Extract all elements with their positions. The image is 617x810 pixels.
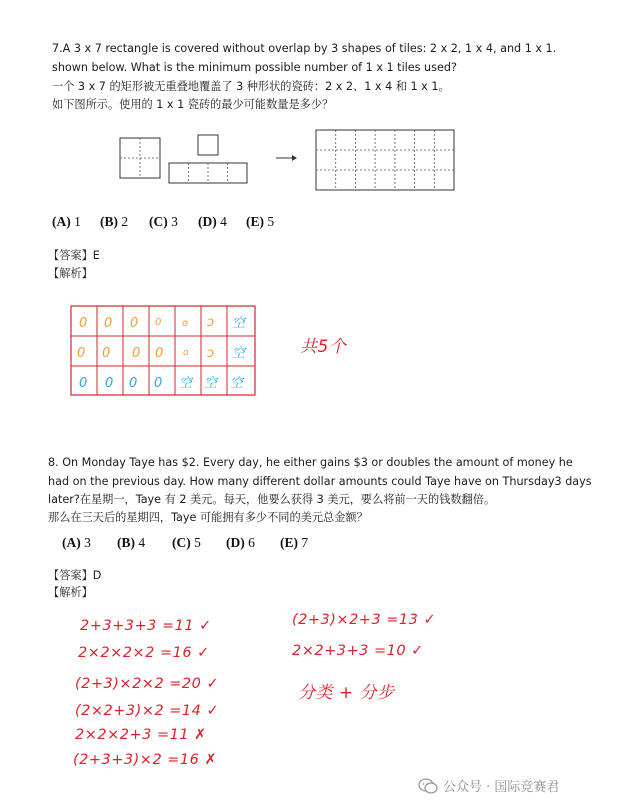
q8-work-left-4: (2×2+3)×2 =14 ✓ bbox=[75, 703, 220, 719]
q8-option-b: (B) 4 bbox=[117, 535, 146, 550]
arrow-right-icon bbox=[276, 155, 297, 161]
svg-text:0: 0 bbox=[132, 346, 141, 361]
q8-analysis-label: 【解析】 bbox=[48, 586, 93, 599]
q8-option-e: (E) 7 bbox=[280, 535, 309, 550]
svg-text:空: 空 bbox=[204, 376, 218, 391]
svg-text:0: 0 bbox=[155, 346, 164, 361]
q7-text-line1: 7.A 3 x 7 rectangle is covered without overlap by 3 shapes of tiles: 2 x 2, 1 x 4, and 1 x 1. bbox=[52, 42, 557, 55]
q7-option-d: (D) 4 bbox=[198, 214, 227, 229]
q7-solution-grid bbox=[70, 305, 258, 397]
q8-work-right-1: (2+3)×2+3 =13 ✓ bbox=[292, 612, 437, 628]
q7-option-c: (C) 3 bbox=[149, 214, 178, 229]
tile-1x1 bbox=[198, 135, 218, 155]
q8-work-left-1: 2+3+3+3 =11 ✓ bbox=[80, 618, 212, 634]
svg-text:ɔ: ɔ bbox=[207, 346, 215, 361]
svg-text:空: 空 bbox=[230, 376, 244, 391]
q7-text-line4: 如下图所示。使用的 1 x 1 瓷砖的最少可能数量是多少？ bbox=[52, 98, 334, 111]
q7-option-b: (B) 2 bbox=[100, 214, 129, 229]
q7-option-e: (E) 5 bbox=[246, 214, 275, 229]
q8-text-line2: had on the previous day. How many different dollar amounts could Taye have on Thursday3 days bbox=[48, 475, 592, 488]
svg-text:0: 0 bbox=[130, 316, 139, 331]
q7-analysis-label: 【解析】 bbox=[48, 267, 93, 280]
q8-work-left-6: (2+3+3)×2 =16 ✗ bbox=[73, 752, 218, 768]
q8-text-line1: 8. On Monday Taye has $2. Every day, he either gains $3 or doubles the amount of money he bbox=[48, 456, 573, 469]
svg-text:0: 0 bbox=[154, 376, 163, 391]
q8-work-left-5: 2×2×2+3 =11 ✗ bbox=[75, 727, 207, 743]
q7-text-line3: 一个 3 x 7 的矩形被无重叠地覆盖了 3 种形状的瓷砖：2 x 2、1 x 4 和 1 x 1。 bbox=[52, 80, 450, 93]
svg-text:o: o bbox=[183, 348, 189, 358]
svg-text:o: o bbox=[182, 318, 189, 329]
svg-text:ɔ: ɔ bbox=[207, 315, 215, 330]
q7-answer: 【答案】E bbox=[48, 249, 100, 262]
q7-option-a: (A) 1 bbox=[52, 214, 81, 229]
q7-tiles-diagram bbox=[110, 128, 470, 194]
q8-answer: 【答案】D bbox=[48, 569, 102, 582]
q8-options bbox=[62, 535, 342, 555]
wechat-icon bbox=[418, 778, 438, 794]
svg-text:0: 0 bbox=[79, 316, 88, 331]
svg-text:0: 0 bbox=[129, 376, 138, 391]
tile-1x4 bbox=[169, 163, 247, 183]
svg-text:0: 0 bbox=[102, 346, 111, 361]
q7-text-line2: shown below. What is the minimum possible number of 1 x 1 tiles used? bbox=[52, 61, 457, 74]
svg-text:0: 0 bbox=[104, 316, 113, 331]
watermark: 公众号 · 国际竞赛君 bbox=[418, 776, 559, 795]
q8-text-line4: 那么在三天后的星期四，Taye 可能拥有多少不同的美元总金额？ bbox=[48, 511, 368, 524]
q8-work-right-2: 2×2+3+3 =10 ✓ bbox=[292, 643, 424, 659]
q8-option-c: (C) 5 bbox=[172, 535, 201, 550]
svg-text:空: 空 bbox=[232, 316, 246, 331]
q8-option-d: (D) 6 bbox=[226, 535, 255, 550]
svg-text:0: 0 bbox=[105, 376, 114, 391]
svg-text:0: 0 bbox=[79, 376, 88, 391]
q8-work-left-3: (2+3)×2×2 =20 ✓ bbox=[75, 676, 220, 692]
q8-text-line3: later?在星期一，Taye 有 2 美元。每天，他要么获得 3 美元，要么将前一天的钱数翻倍。 bbox=[48, 493, 496, 506]
q7-handwritten-note: 共5个 bbox=[300, 337, 347, 357]
svg-text:0: 0 bbox=[155, 317, 162, 328]
q7-options bbox=[52, 214, 332, 234]
q8-option-a: (A) 3 bbox=[62, 535, 91, 550]
tile-2x2 bbox=[120, 138, 160, 178]
q8-work-left-2: 2×2×2×2 =16 ✓ bbox=[78, 645, 210, 661]
svg-text:0: 0 bbox=[77, 346, 86, 361]
svg-text:空: 空 bbox=[232, 346, 246, 361]
q8-work-right-3: 分类 + 分步 bbox=[298, 683, 395, 703]
svg-text:空: 空 bbox=[179, 376, 193, 391]
rectangle-3x7 bbox=[316, 130, 454, 190]
